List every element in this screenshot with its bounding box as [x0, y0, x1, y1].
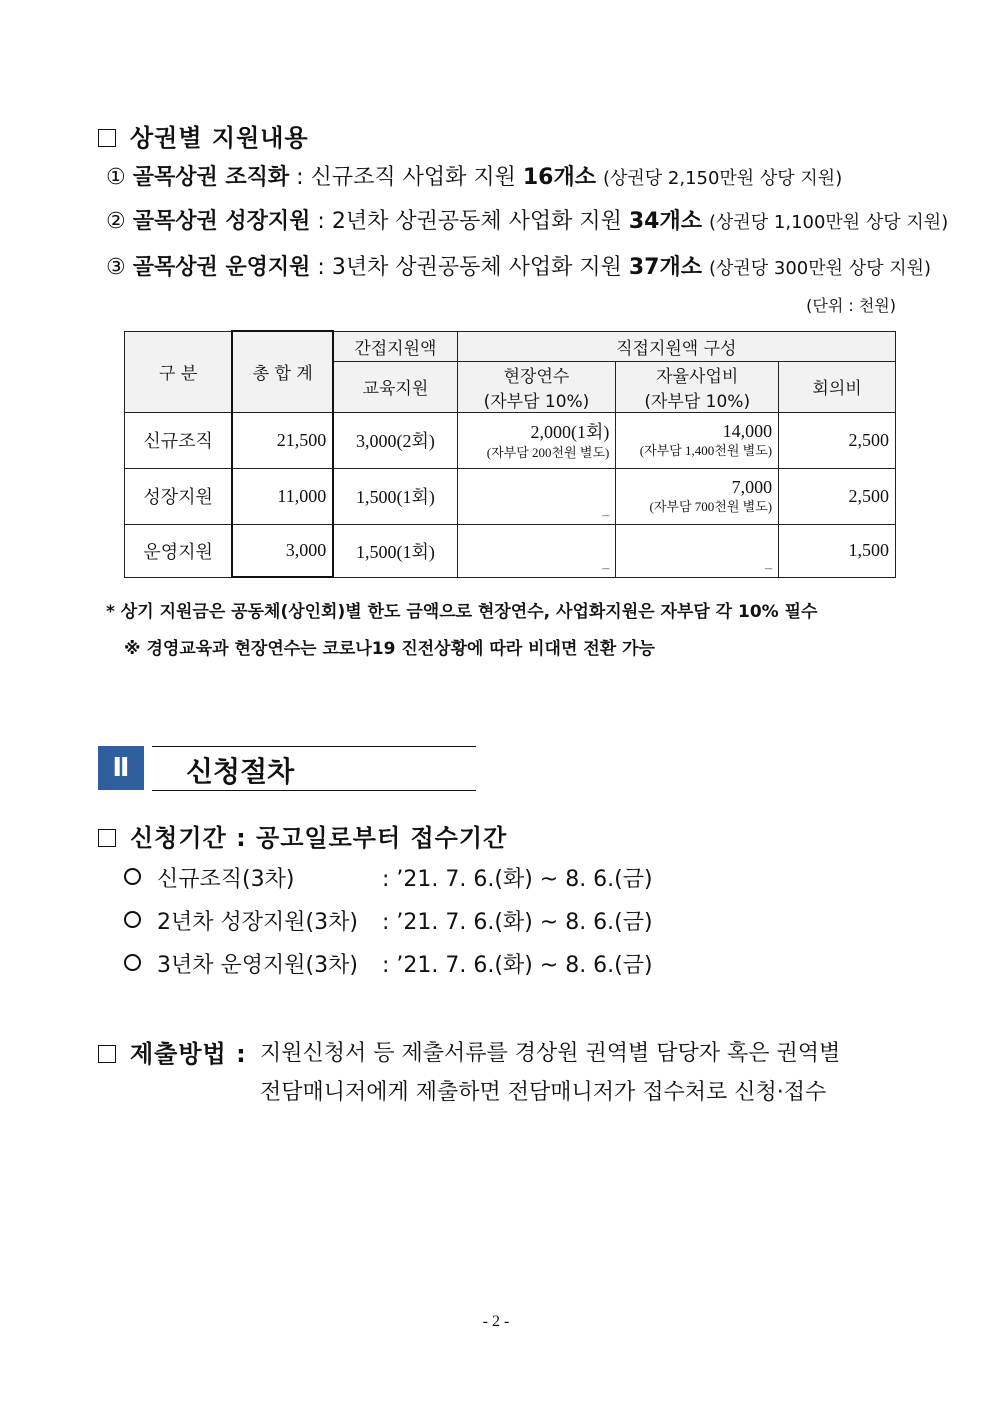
item-number: ③ — [106, 255, 126, 280]
cell-category: 운영지원 — [125, 524, 233, 577]
item-number: ① — [106, 165, 126, 190]
item-sep: : — [317, 255, 325, 280]
note-online: ※ 경영교육과 현장연수는 코로나19 진전상황에 따라 비대면 전환 가능 — [124, 639, 655, 659]
support-table — [124, 330, 896, 578]
square-bullet-icon — [98, 129, 116, 147]
item-count: 34개소 — [628, 209, 702, 234]
square-bullet-icon — [98, 829, 116, 847]
item-detail: (상권당 2,150만원 상당 지원) — [602, 168, 843, 189]
header-category: 구 분 — [125, 331, 233, 412]
cell-self: 7,000 (자부담 700천원 별도) — [616, 468, 779, 524]
table-row — [125, 524, 896, 577]
cell-total: 3,000 — [232, 524, 333, 577]
item-name: 골목상권 성장지원 — [132, 209, 311, 234]
section-number: Ⅱ — [98, 746, 144, 790]
item-count: 16개소 — [522, 165, 596, 190]
submit-line-1: 지원신청서 등 제출서류를 경상원 권역별 담당자 혹은 권역별 — [260, 1041, 841, 1066]
item-number: ② — [106, 209, 126, 234]
header-field: 현장연수 (자부담 10%) — [457, 361, 616, 412]
cell-self: – — [616, 524, 779, 577]
cell-meeting: 2,500 — [779, 468, 896, 524]
cell-total: 11,000 — [232, 468, 333, 524]
cell-meeting: 2,500 — [779, 412, 896, 468]
section-title: 신청절차 — [186, 755, 295, 788]
section-rule-top — [152, 746, 476, 747]
cell-field: – — [457, 468, 616, 524]
item-detail: (상권당 1,100만원 상당 지원) — [708, 212, 949, 233]
cell-edu: 3,000(2회) — [333, 412, 457, 468]
item-name: 골목상권 조직화 — [132, 165, 290, 190]
page-number: - 2 - — [482, 1313, 510, 1330]
item-detail: (상권당 300만원 상당 지원) — [708, 258, 932, 279]
item-desc: 신규조직 사업화 지원 — [310, 165, 516, 190]
cell-category: 신규조직 — [125, 412, 233, 468]
item-sep: : — [317, 209, 325, 234]
square-bullet-icon — [98, 1045, 116, 1063]
cell-field: – — [457, 524, 616, 577]
submit-header: 제출방법 : — [98, 1034, 247, 1069]
circle-bullet-icon — [124, 868, 141, 885]
period-header: 신청기간 : 공고일로부터 접수기간 — [98, 818, 507, 853]
cell-category: 성장지원 — [125, 468, 233, 524]
header-meeting: 회의비 — [779, 361, 896, 412]
unit-label: (단위 : 천원) — [806, 296, 896, 315]
cell-total: 21,500 — [232, 412, 333, 468]
table-row — [125, 468, 896, 524]
cell-meeting: 1,500 — [779, 524, 896, 577]
item-sep: : — [296, 165, 304, 190]
support-item-1 — [106, 160, 842, 191]
cell-self: 14,000 (자부담 1,400천원 별도) — [616, 412, 779, 468]
header-direct: 직접지원액 구성 — [457, 331, 895, 361]
submit-line-2: 전담매니저에게 제출하면 전담매니저가 접수처로 신청·접수 — [260, 1080, 827, 1105]
header-edu: 교육지원 — [333, 361, 457, 412]
item-name: 골목상권 운영지원 — [132, 255, 311, 280]
item-desc: 3년차 상권공동체 사업화 지원 — [331, 255, 622, 280]
note-required: * 상기 지원금은 공동체(상인회)별 한도 금액으로 현장연수, 사업화지원은 자부담 각 10% 필수 — [106, 602, 818, 622]
period-item-1: 신규조직(3차) : ’21. 7. 6.(화) ~ 8. 6.(금) — [124, 862, 294, 893]
section-rule-bottom — [152, 790, 476, 791]
item-desc: 2년차 상권공동체 사업화 지원 — [331, 209, 622, 234]
item-count: 37개소 — [628, 255, 702, 280]
circle-bullet-icon — [124, 911, 141, 928]
support-header: 상권별 지원내용 — [98, 118, 309, 153]
support-item-3 — [106, 250, 931, 281]
circle-bullet-icon — [124, 954, 141, 971]
cell-field: 2,000(1회) (자부담 200천원 별도) — [457, 412, 616, 468]
period-item-2: 2년차 성장지원(3차) : ’21. 7. 6.(화) ~ 8. 6.(금) — [124, 905, 358, 936]
table-row — [125, 412, 896, 468]
period-item-3: 3년차 운영지원(3차) : ’21. 7. 6.(화) ~ 8. 6.(금) — [124, 948, 358, 979]
header-total: 총 합 계 — [232, 331, 333, 412]
header-self: 자율사업비 (자부담 10%) — [616, 361, 779, 412]
cell-edu: 1,500(1회) — [333, 468, 457, 524]
cell-edu: 1,500(1회) — [333, 524, 457, 577]
support-item-2 — [106, 204, 948, 235]
header-indirect: 간접지원액 — [333, 331, 457, 361]
